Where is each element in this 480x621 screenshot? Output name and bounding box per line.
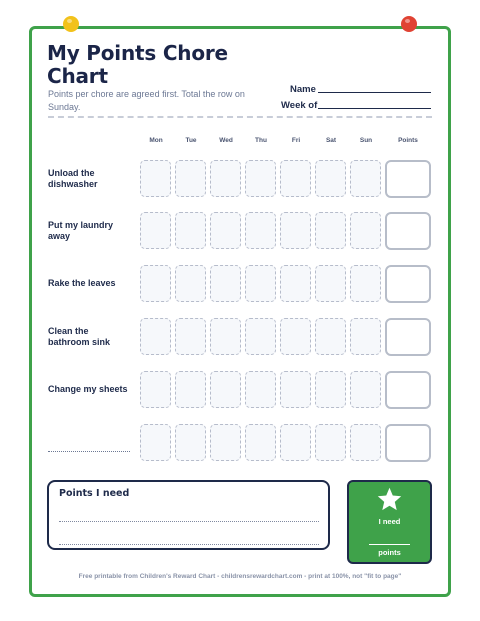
day-box-wed[interactable] xyxy=(210,265,241,302)
day-box-sun[interactable] xyxy=(350,212,381,249)
day-box-fri[interactable] xyxy=(280,265,311,302)
points-total-box[interactable] xyxy=(385,371,431,409)
day-box-mon[interactable] xyxy=(140,424,171,461)
day-box-fri[interactable] xyxy=(280,318,311,355)
chore-label xyxy=(48,220,134,242)
day-box-tue[interactable] xyxy=(175,265,206,302)
name-label: Name xyxy=(290,84,316,95)
day-header-fri: Fri xyxy=(291,137,301,144)
day-box-sun[interactable] xyxy=(350,265,381,302)
day-box-wed[interactable] xyxy=(210,424,241,461)
title-line-1: My Points Chore xyxy=(47,41,228,65)
title-line-2: Chart xyxy=(47,64,108,88)
chore-label-line-1: Rake the leaves xyxy=(48,278,116,288)
day-box-sat[interactable] xyxy=(315,212,346,249)
chore-label-line-1: Clean the xyxy=(48,326,89,336)
day-box-sat[interactable] xyxy=(315,424,346,461)
day-box-mon[interactable] xyxy=(140,212,171,249)
chore-label-line-2: dishwasher xyxy=(48,179,98,189)
day-box-tue[interactable] xyxy=(175,212,206,249)
day-box-sat[interactable] xyxy=(315,318,346,355)
name-field[interactable] xyxy=(318,92,431,93)
day-box-thu[interactable] xyxy=(245,424,276,461)
day-box-tue[interactable] xyxy=(175,160,206,197)
day-box-mon[interactable] xyxy=(140,371,171,408)
yellow-pin-icon xyxy=(63,16,79,32)
chore-label xyxy=(48,326,134,348)
day-box-thu[interactable] xyxy=(245,160,276,197)
day-box-mon[interactable] xyxy=(140,318,171,355)
day-box-wed[interactable] xyxy=(210,212,241,249)
chore-label-line-2: away xyxy=(48,231,71,241)
day-box-thu[interactable] xyxy=(245,212,276,249)
header-divider xyxy=(48,116,432,118)
chore-label-line-1: Unload the xyxy=(48,168,95,178)
day-box-tue[interactable] xyxy=(175,371,206,408)
day-box-wed[interactable] xyxy=(210,371,241,408)
points-total-box[interactable] xyxy=(385,265,431,303)
week-label: Week of xyxy=(281,100,318,111)
day-header-thu: Thu xyxy=(255,137,267,144)
day-box-sun[interactable] xyxy=(350,318,381,355)
points-needed-line-1[interactable] xyxy=(59,521,319,522)
week-field[interactable] xyxy=(318,108,431,109)
points-needed-line-2[interactable] xyxy=(59,544,319,545)
day-box-thu[interactable] xyxy=(245,265,276,302)
subtitle xyxy=(48,88,248,114)
day-box-mon[interactable] xyxy=(140,160,171,197)
chore-label-line-1: Change my sheets xyxy=(48,384,128,394)
day-box-sat[interactable] xyxy=(315,371,346,408)
star-icon xyxy=(376,486,403,513)
day-header-tue: Tue xyxy=(185,137,197,144)
custom-chore-blank-line[interactable] xyxy=(48,451,130,452)
footer-credit: Free printable from Children's Reward Chart - childrensrewardchart.com - print at 100%, not "fit to page" xyxy=(78,573,402,580)
points-total-box[interactable] xyxy=(385,318,431,356)
day-box-sat[interactable] xyxy=(315,265,346,302)
day-header-sun: Sun xyxy=(359,137,373,144)
points-total-box[interactable] xyxy=(385,424,431,462)
day-header-wed: Wed xyxy=(219,137,233,144)
day-box-wed[interactable] xyxy=(210,318,241,355)
day-box-tue[interactable] xyxy=(175,424,206,461)
day-box-thu[interactable] xyxy=(245,371,276,408)
day-box-sun[interactable] xyxy=(350,371,381,408)
day-header-mon: Mon xyxy=(149,137,163,144)
day-box-fri[interactable] xyxy=(280,212,311,249)
goal-need-label: I need xyxy=(378,517,401,526)
day-header-sat: Sat xyxy=(325,137,337,144)
chore-label-line-1: Put my laundry xyxy=(48,220,114,230)
chore-label-line-2: bathroom sink xyxy=(48,337,111,347)
day-box-fri[interactable] xyxy=(280,160,311,197)
day-box-sat[interactable] xyxy=(315,160,346,197)
day-box-sun[interactable] xyxy=(350,424,381,461)
day-box-fri[interactable] xyxy=(280,371,311,408)
day-box-sun[interactable] xyxy=(350,160,381,197)
goal-points-label: points xyxy=(378,548,401,557)
day-box-wed[interactable] xyxy=(210,160,241,197)
day-box-thu[interactable] xyxy=(245,318,276,355)
page-title xyxy=(47,42,247,88)
day-box-tue[interactable] xyxy=(175,318,206,355)
chore-label xyxy=(48,384,134,395)
day-box-mon[interactable] xyxy=(140,265,171,302)
points-total-box[interactable] xyxy=(385,160,431,198)
subtitle-line-1: Points per chore are agreed first. Total the row on xyxy=(48,89,245,99)
goal-points-field[interactable] xyxy=(369,544,410,545)
subtitle-line-2: Sunday. xyxy=(48,102,81,112)
chore-label xyxy=(48,168,134,190)
points-total-box[interactable] xyxy=(385,212,431,250)
day-box-fri[interactable] xyxy=(280,424,311,461)
points-column-header: Points xyxy=(398,137,418,144)
chore-label xyxy=(48,278,134,289)
points-needed-title: Points I need xyxy=(59,488,130,499)
red-pin-icon xyxy=(401,16,417,32)
